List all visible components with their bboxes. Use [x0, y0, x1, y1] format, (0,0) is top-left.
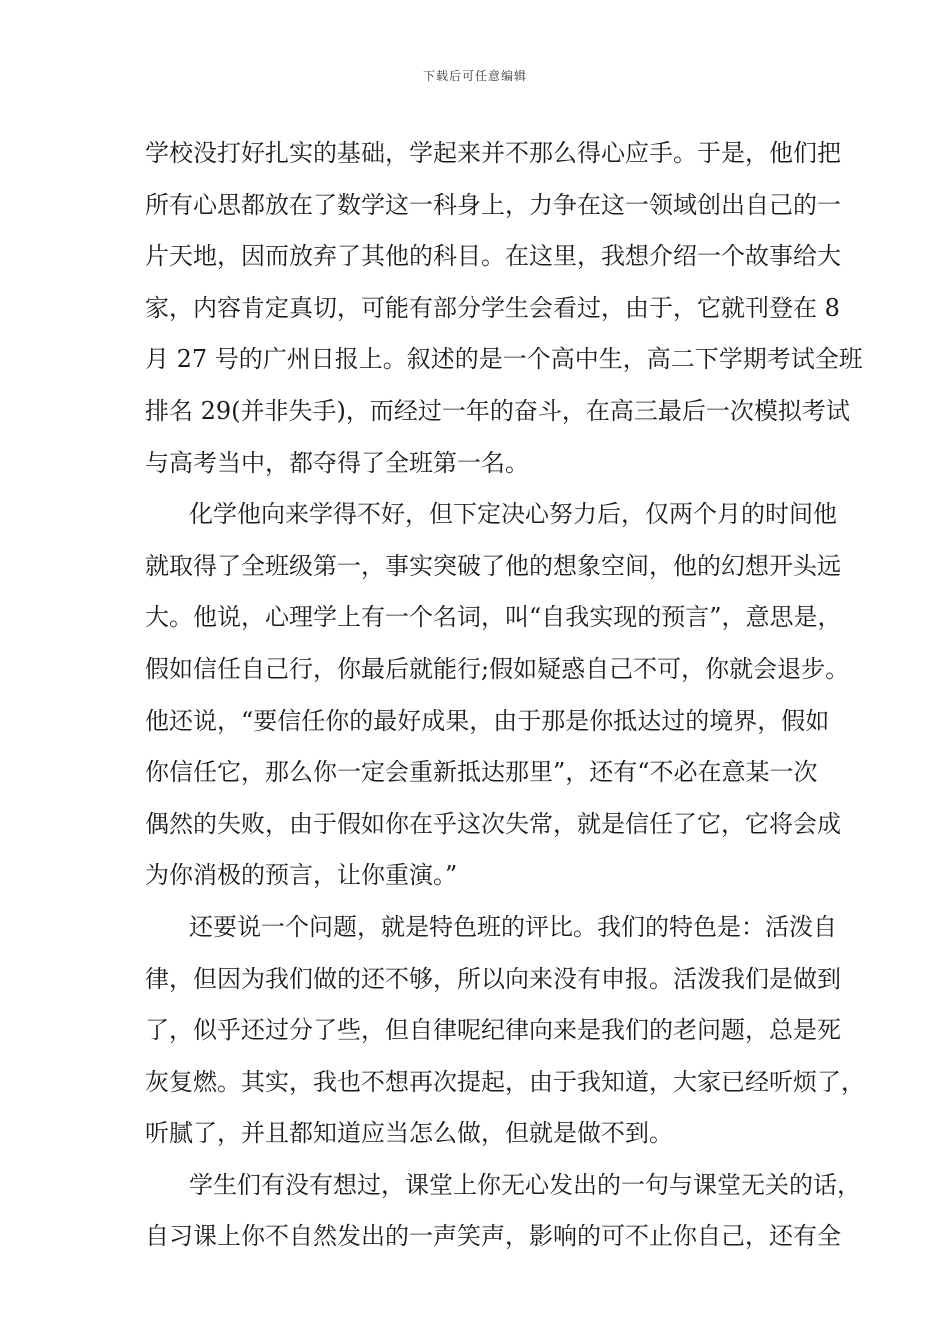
- text-line: 他还说，“要信任你的最好成果，由于那是你抵达过的境界，假如: [145, 706, 830, 735]
- text-line: 律，但因为我们做的还不够，所以向来没有申报。活泼我们是做到: [145, 964, 841, 993]
- text-line: 家，内容肯定真切，可能有部分学生会看过，由于，它就刊登在 8: [145, 293, 840, 322]
- text-line: 自习课上你不自然发出的一声笑声，影响的可不止你自己，还有全: [145, 1222, 841, 1251]
- paragraph: [145, 1160, 861, 1263]
- paragraph: [145, 128, 863, 489]
- text-line: 听腻了，并且都知道应当怎么做，但就是做不到。: [145, 1119, 673, 1148]
- text-line: 片天地，因而放弃了其他的科目。在这里，我想介绍一个故事给大: [145, 242, 841, 271]
- text-line: 所有心思都放在了数学这一科身上，力争在这一领域创出自己的一: [145, 190, 841, 219]
- text-line: 偶然的失败，由于假如你在乎这次失常，就是信任了它，它将会成: [145, 809, 841, 838]
- text-line: 就取得了全班级第一，事实突破了他的想象空间，他的幻想开头远: [145, 551, 841, 580]
- text-line: 还要说一个问题，就是特色班的评比。我们的特色是：活泼自: [189, 912, 837, 941]
- text-line: 假如信任自己行，你最后就能行;假如疑惑自己不可，你就会退步。: [145, 654, 850, 683]
- document-body: [145, 128, 865, 1263]
- text-line: 与高考当中，都夺得了全班第一名。: [145, 448, 529, 477]
- text-line: 排名 29(并非失手)，而经过一年的奋斗，在高三最后一次模拟考试: [145, 396, 850, 425]
- text-line: 为你消极的预言，让你重演。”: [145, 861, 458, 890]
- text-line: 大。他说，心理学上有一个名词，叫“自我实现的预言”，意思是，: [145, 603, 842, 632]
- text-line: 学生们有没有想过，课堂上你无心发出的一句与课堂无关的话，: [189, 1170, 861, 1199]
- text-line: 了，似乎还过分了些，但自律呢纪律向来是我们的老问题，总是死: [145, 1016, 841, 1045]
- page-header: 下载后可任意编辑: [422, 69, 527, 83]
- text-line: 月 27 号的广州日报上。叙述的是一个高中生，高二下学期考试全班: [145, 345, 863, 374]
- text-line: 你信任它，那么你一定会重新抵达那里”，还有“不必在意某一次: [145, 758, 818, 787]
- text-line: 灰复燃。其实，我也不想再次提起，由于我知道，大家已经听烦了，: [145, 1067, 865, 1096]
- text-line: 学校没打好扎实的基础，学起来并不那么得心应手。于是，他们把: [145, 139, 841, 167]
- paragraph: [145, 489, 850, 902]
- paragraph: [145, 902, 865, 1160]
- text-line: 化学他向来学得不好，但下定决心努力后，仅两个月的时间他: [189, 500, 837, 529]
